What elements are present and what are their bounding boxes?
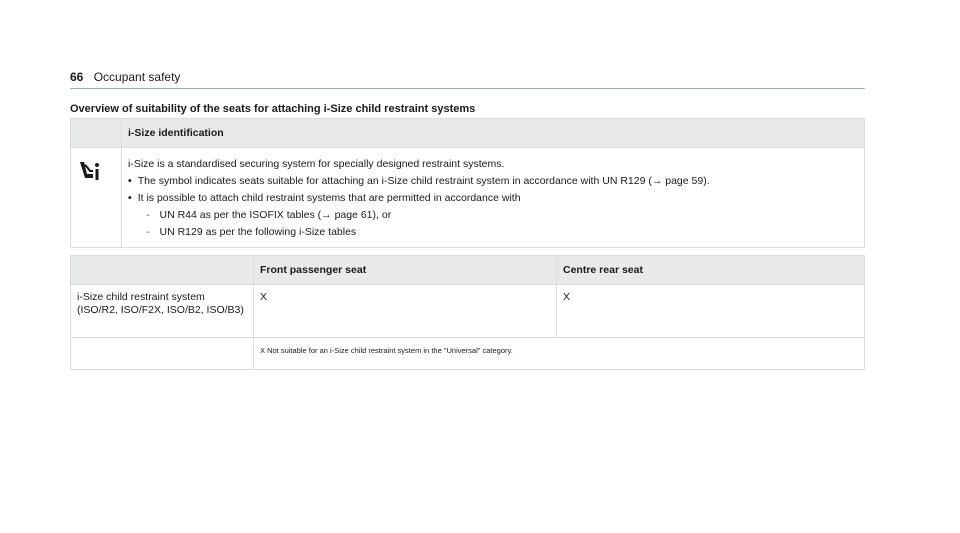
- page-section-title: Occupant safety: [93, 70, 181, 84]
- column-header-centre-rear: Centre rear seat: [557, 256, 865, 285]
- sub-item-text: - UN R44 as per the ISOFIX tables (→ page 61), or: [159, 209, 392, 221]
- page-number: 66: [70, 70, 84, 84]
- front-value: X: [254, 285, 557, 338]
- bullet-item: [128, 173, 858, 190]
- footnote: X Not suitable for an i-Size child restraint system in the "Universal" category.: [254, 338, 865, 370]
- identification-header: i-Size identification: [122, 119, 865, 148]
- identification-intro: i-Size is a standardised securing system for specially designed restraint systems.: [128, 158, 505, 170]
- row-label: i-Size child restraint system (ISO/R2, ISO/F2X, ISO/B2, ISO/B3): [71, 285, 254, 338]
- column-header: [71, 256, 254, 285]
- page-header: [70, 70, 180, 84]
- sub-item: [128, 207, 858, 224]
- bullet-item: [128, 190, 858, 207]
- header-divider: [70, 88, 865, 89]
- rear-value: X: [557, 285, 865, 338]
- icon-cell: [71, 148, 122, 248]
- column-header-front-passenger: Front passenger seat: [254, 256, 557, 285]
- bullet-text: • It is possible to attach child restraint systems that are permitted in accordance with: [137, 192, 521, 204]
- suitability-table: [70, 255, 865, 370]
- sub-item: [128, 224, 858, 241]
- i-size-child-seat-icon: [77, 158, 103, 184]
- i-size-identification-table: [70, 118, 865, 248]
- header-empty-cell: [71, 119, 122, 148]
- bullet-text: • The symbol indicates seats suitable for attaching an i-Size child restraint system in accordance with UN R129 (→ page 59).: [137, 175, 710, 187]
- table-row: [71, 285, 865, 338]
- section-title: Overview of suitability of the seats for attaching i-Size child restraint systems: [70, 103, 476, 115]
- sub-item-text: - UN R129 as per the following i-Size tables: [159, 226, 357, 238]
- identification-body: [122, 148, 865, 248]
- footnote-empty-cell: [71, 338, 254, 370]
